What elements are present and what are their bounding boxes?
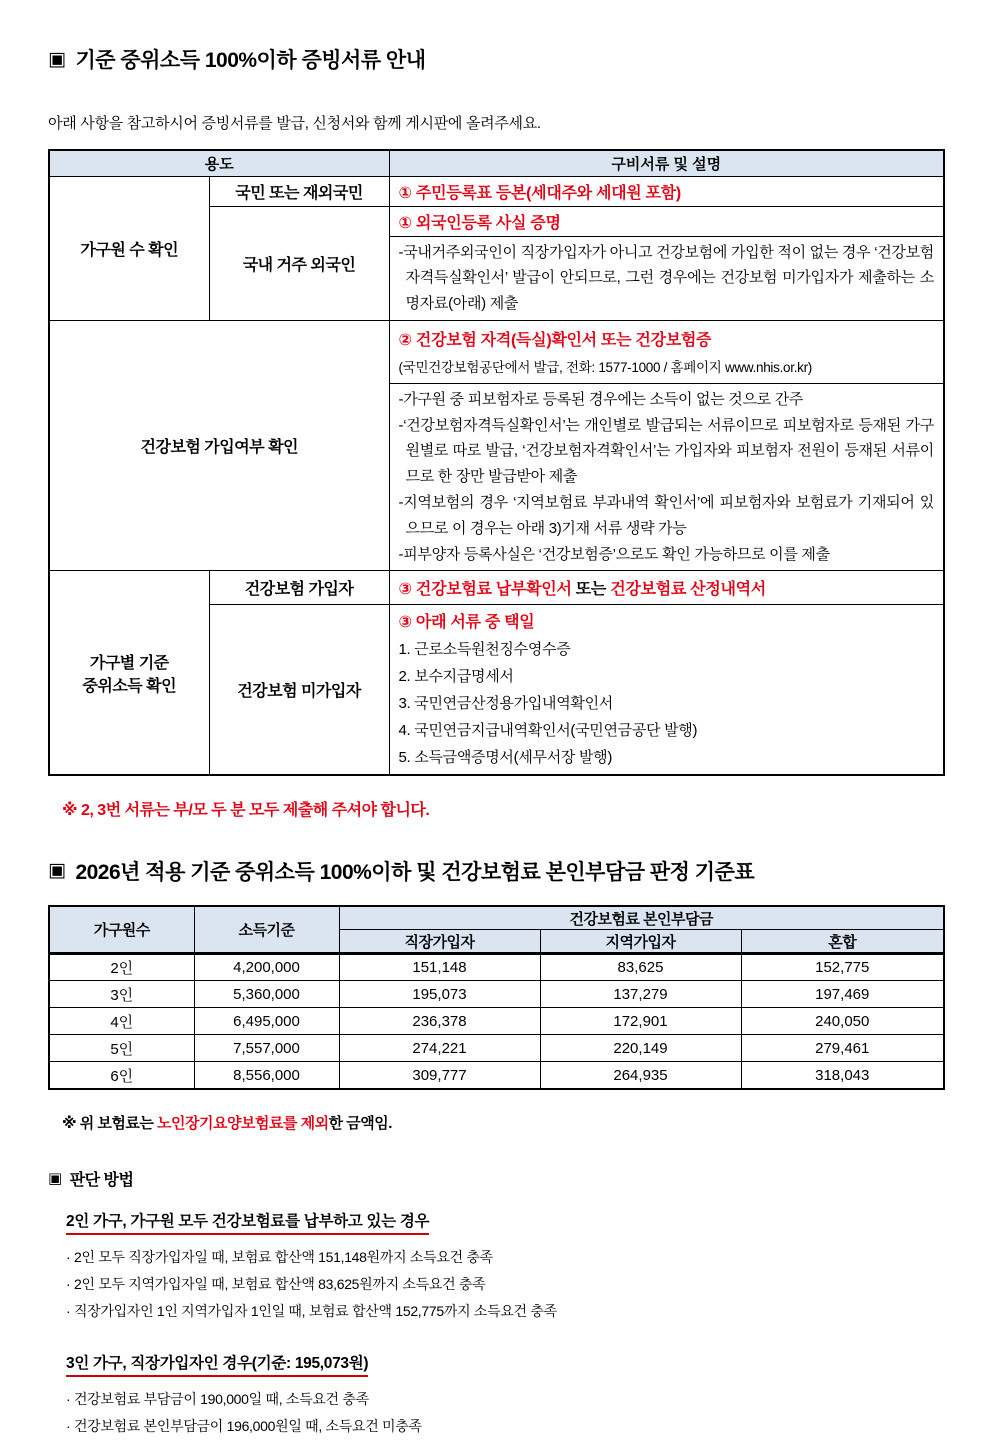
household-cell: 5인: [49, 1035, 194, 1062]
t2-header-income: 소득기준: [194, 906, 339, 954]
t2-header-regional: 지역가입자: [540, 930, 741, 954]
doc-list-item: 3. 국민연금산정용가입내역확인서: [398, 694, 613, 712]
table-row: [49, 571, 944, 605]
t1-group3-sub1-label: 건강보험 가입자: [209, 571, 389, 605]
square-marker-icon: ▣: [48, 860, 66, 882]
t1-group2-doc-title: ② 건강보험 자격(득실)확인서 또는 건강보험증: [398, 332, 712, 350]
mixed-cell: 240,050: [741, 1008, 944, 1035]
intro-text: 아래 사항을 참고하시어 증빙서류를 발급, 신청서와 함께 게시판에 올려주세요.: [48, 115, 541, 132]
t1-header-docs: 구비서류 및 설명: [389, 150, 944, 176]
premium-criteria-table: [48, 905, 945, 1090]
case1-block: [66, 1190, 945, 1325]
note-line: -피부양자 등록사실은 ‘건강보험증’으로도 확인 가능하므로 이를 제출: [398, 545, 830, 563]
employee-cell: 309,777: [339, 1062, 540, 1089]
case2-bullet-list: [66, 1386, 945, 1440]
note-line: -지역보험의 경우 ‘지역보험료 부과내역 확인서’에 피보험자와 보험료가 기재되어 있으므로 이 경우는 아래 3)기재 서류 생략 가능: [398, 494, 934, 537]
mixed-cell: 197,469: [741, 981, 944, 1008]
table-header-row: [49, 906, 944, 930]
case2-heading: 3인 가구, 직장가입자인 경우(기준: 195,073원): [66, 1351, 368, 1377]
employee-cell: 236,378: [339, 1008, 540, 1035]
doc-name-red: ③ 건강보험료 납부확인서: [398, 581, 572, 599]
income-cell: 4,200,000: [194, 954, 339, 981]
section2-title: 2026년 적용 기준 중위소득 100%이하 및 건강보험료 본인부담금 판정 기준표: [75, 860, 755, 884]
regional-cell: 172,901: [540, 1008, 741, 1035]
mixed-cell: 152,775: [741, 954, 944, 981]
table-row: [49, 1062, 944, 1089]
household-cell: 2인: [49, 954, 194, 981]
doc-list-item: 5. 소득금액증명서(세무서장 발행): [398, 748, 613, 766]
t1-group3-label-line1: 가구별 기준: [89, 654, 169, 672]
t1-group3-sub2-label: 건강보험 미가입자: [209, 605, 389, 775]
regional-cell: 264,935: [540, 1062, 741, 1089]
doc-list-item: 1. 근로소득원천징수영수증: [398, 640, 571, 658]
bullet-item: · 2인 모두 지역가입자일 때, 보험료 합산액 83,625원까지 소득요건 충족: [66, 1275, 486, 1292]
required-documents-table: [48, 149, 945, 776]
t2-header-employee: 직장가입자: [339, 930, 540, 954]
section1-heading: [48, 44, 945, 74]
t1-group1-sub2-label: 국내 거주 외국인: [209, 206, 389, 320]
household-cell: 3인: [49, 981, 194, 1008]
doc-name-red: 건강보험료 산정내역서: [610, 581, 766, 599]
case1-bullet-list: [66, 1244, 945, 1325]
regional-cell: 220,149: [540, 1035, 741, 1062]
case1-heading: 2인 가구, 가구원 모두 건강보험료를 납부하고 있는 경우: [66, 1209, 429, 1235]
note-line: -가구원 중 피보험자로 등록된 경우에는 소득이 없는 것으로 간주: [398, 390, 804, 408]
doc-list-item: 4. 국민연금지급내역확인서(국민연금공단 발행): [398, 721, 698, 739]
section2-heading: [48, 856, 945, 886]
t2-header-mixed: 혼합: [741, 930, 944, 954]
bullet-item: · 직장가입자인 1인 지역가입자 1인일 때, 보험료 합산액 152,775까지 소득요건 충족: [66, 1302, 557, 1319]
bullet-item: · 건강보험료 본인부담금이 196,000원일 때, 소득요건 미충족: [66, 1417, 422, 1434]
employee-cell: 274,221: [339, 1035, 540, 1062]
t1-group3-sub2-doc-title: ③ 아래 서류 중 택일: [398, 613, 535, 631]
t1-group3-sub2-doc-cell: [389, 605, 944, 775]
t1-group2-notes-cell: [389, 383, 944, 571]
table-row: [49, 981, 944, 1008]
household-cell: 6인: [49, 1062, 194, 1089]
bullet-item: · 건강보험료 부담금이 190,000일 때, 소득요건 충족: [66, 1390, 369, 1407]
square-marker-icon: ▣: [48, 1170, 62, 1188]
submission-note: ※ 2, 3번 서류는 부/모 두 분 모두 제출해 주셔야 합니다.: [62, 801, 430, 819]
table-row: [49, 954, 944, 981]
regional-cell: 137,279: [540, 981, 741, 1008]
section3-title: 판단 방법: [69, 1171, 134, 1189]
doc-conjunction: 또는: [571, 581, 611, 599]
table-row: [49, 176, 944, 206]
t1-group3-label: [49, 571, 209, 775]
regional-cell: 83,625: [540, 954, 741, 981]
section3-heading: [48, 1167, 945, 1190]
t1-group1-label: 가구원 수 확인: [49, 176, 209, 320]
table-row: [49, 320, 944, 383]
note-line: -‘건강보험자격득실확인서’는 개인별로 발급되는 서류이므로 피보험자로 등재된 가구원별로 따로 발급, ‘건강보험자격확인서’는 가입자와 피보험자 전원이 등재된 서류이므로 한 장만 발급받아 제출: [398, 416, 934, 486]
premium-exclusion-note: [62, 1112, 945, 1133]
household-cell: 4인: [49, 1008, 194, 1035]
t1-group3-sub1-doc: [389, 571, 944, 605]
table-row: [49, 1008, 944, 1035]
section1-title: 기준 중위소득 100%이하 증빙서류 안내: [75, 49, 426, 72]
t1-group3-label-line2: 중위소득 확인: [82, 677, 177, 695]
t1-group1-sub2-doc-note: [389, 236, 944, 320]
square-marker-icon: ▣: [48, 48, 66, 70]
case2-block: [66, 1325, 945, 1440]
note-prefix: ※ 위 보험료는: [62, 1114, 158, 1132]
income-cell: 5,360,000: [194, 981, 339, 1008]
income-cell: 7,557,000: [194, 1035, 339, 1062]
table-header-row: [49, 150, 944, 176]
doc-list-item: 2. 보수지급명세서: [398, 667, 514, 685]
employee-cell: 195,073: [339, 981, 540, 1008]
t1-group2-doc-issuer: (국민건강보험공단에서 발급, 전화: 1577-1000 / 홈페이지 www.nhis.or.kr): [398, 360, 812, 376]
t1-group1-sub1-doc: ① 주민등록표 등본(세대주와 세대원 포함): [389, 176, 944, 206]
employee-cell: 151,148: [339, 954, 540, 981]
note-suffix: 한 금액임.: [328, 1114, 392, 1132]
income-cell: 6,495,000: [194, 1008, 339, 1035]
t1-group1-sub2-doc-title: ① 외국인등록 사실 증명: [389, 206, 944, 236]
mixed-cell: 318,043: [741, 1062, 944, 1089]
t1-group1-sub1-label: 국민 또는 재외국민: [209, 176, 389, 206]
income-cell: 8,556,000: [194, 1062, 339, 1089]
t1-group2-doc-cell: [389, 320, 944, 383]
mixed-cell: 279,461: [741, 1035, 944, 1062]
t2-header-household: 가구원수: [49, 906, 194, 954]
bullet-item: · 2인 모두 직장가입자일 때, 보험료 합산액 151,148원까지 소득요건 충족: [66, 1248, 493, 1265]
t1-group2-label: 건강보험 가입여부 확인: [49, 320, 389, 571]
t1-header-usage: 용도: [49, 150, 389, 176]
note-line: -국내거주외국인이 직장가입자가 아니고 건강보험에 가입한 적이 없는 경우 ‘건강보험자격득실확인서’ 발급이 안되므로, 그런 경우에는 건강보험 미가입자가 제출하는 소명자료(아래) 제출: [398, 243, 934, 313]
note-red-text: 노인장기요양보험료를 제외: [157, 1114, 329, 1132]
t2-header-premium-group: 건강보험료 본인부담금: [339, 906, 944, 930]
table-row: [49, 1035, 944, 1062]
